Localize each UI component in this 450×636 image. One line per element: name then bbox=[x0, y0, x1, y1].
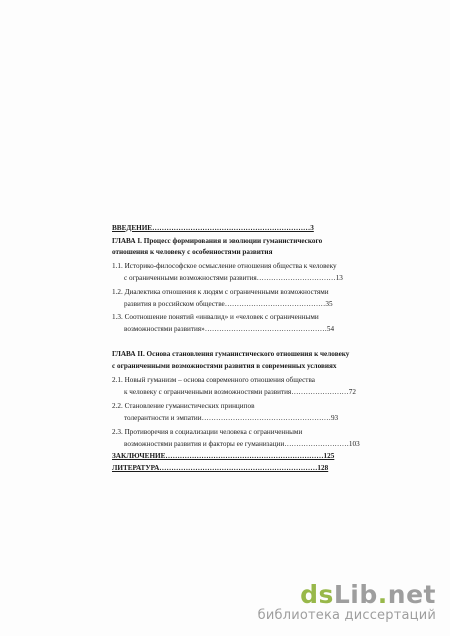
toc-section-2-1-line-1: 2.1. Новый гуманизм – основа современного отношения общества bbox=[112, 376, 315, 384]
toc-section-2-3-line-1: 2.3. Противоречия в социализации человека с ограниченными bbox=[112, 428, 303, 436]
toc-section-1-3-line-1: 1.3. Соотношение понятий «инвалид» и «человек с ограниченными bbox=[112, 313, 319, 321]
toc-section-2-1-line-2: к человеку с ограниченными возможностями развития……………………72 bbox=[124, 388, 356, 396]
toc-section-2-2-line-2: толерантности и эмпатии………………………………………………93 bbox=[124, 414, 339, 422]
toc-intro: ВВЕДЕНИЕ…………………………………………………………3 bbox=[112, 224, 314, 232]
toc-chapter-1-title-line-2: отношения к человеку с особенностями развития bbox=[112, 248, 273, 256]
toc-section-2-3-line-2: возможностями развития и факторы ее гуманизации………………………103 bbox=[124, 440, 360, 448]
toc-section-1-2-line-2: развития в российском обществе……………………………………35 bbox=[124, 300, 333, 308]
dslib-logo: dsLib.net bbox=[300, 580, 436, 609]
toc-conclusion: ЗАКЛЮЧЕНИЕ…………………………………………………………125 bbox=[112, 452, 335, 460]
toc-chapter-2-title-line-2: с ограниченными возможностями развития в современных условиях bbox=[112, 362, 337, 370]
toc-section-1-1-line-2: с ограниченными возможностями развития……………………………13 bbox=[124, 274, 343, 282]
toc-literature: ЛИТЕРАТУРА…………………………………………………………128 bbox=[112, 464, 329, 472]
toc-chapter-1-title-line-1: ГЛАВА I. Процесс формирования и эволюции гуманистического bbox=[112, 237, 323, 245]
toc-section-1-1-line-1: 1.1. Историко-философское осмысление отношения общества к человеку bbox=[112, 262, 337, 270]
toc-chapter-2-title-line-1: ГЛАВА II. Основа становления гуманистического отношения к человеку bbox=[112, 350, 350, 358]
toc-section-1-2-line-1: 1.2. Диалектика отношения к людям с ограниченными возможностями bbox=[112, 288, 329, 296]
toc-section-1-3-line-2: возможностями развития»……………………………………………54 bbox=[124, 325, 335, 333]
watermark-subtitle: библиотека диссертаций bbox=[257, 608, 436, 623]
dslib-watermark bbox=[258, 582, 436, 622]
toc-section-2-2-line-1: 2.2. Становление гуманистических принципов bbox=[112, 402, 255, 410]
